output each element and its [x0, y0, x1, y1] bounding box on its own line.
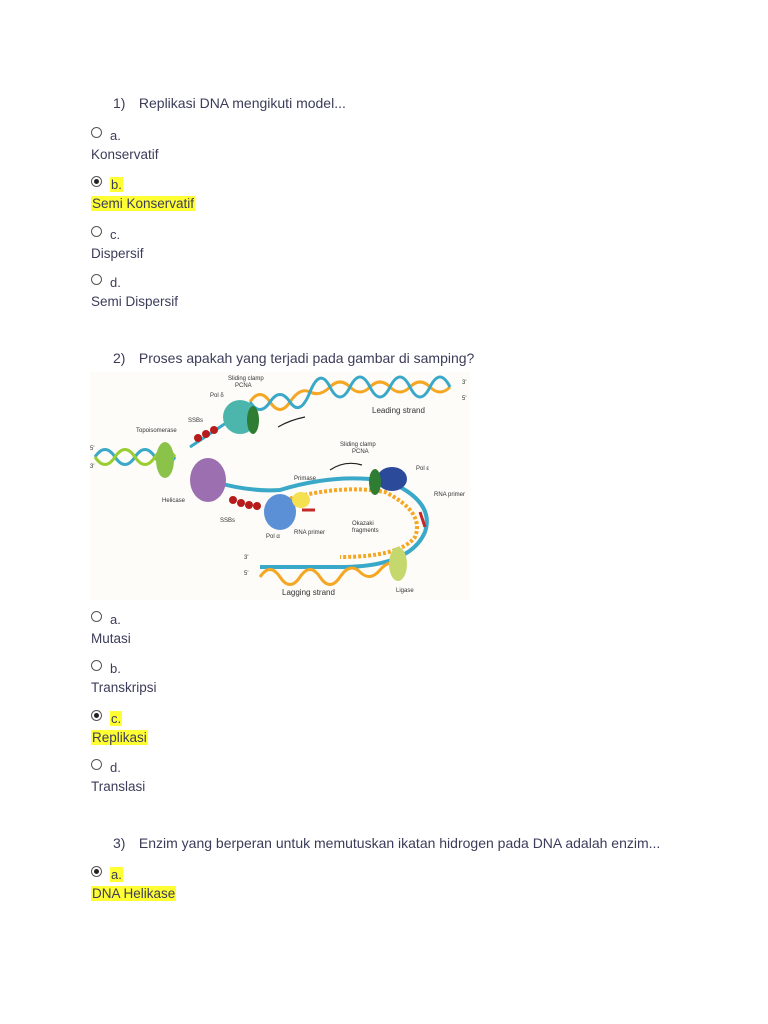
option-2a[interactable] — [91, 610, 121, 628]
option-2d-text: Translasi — [91, 779, 146, 794]
option-1c-text: Dispersif — [91, 246, 144, 261]
label-ssbs-bottom: SSBs — [220, 518, 236, 524]
option-2b[interactable] — [91, 659, 121, 677]
label-sliding-clamp-mid: Sliding clamp — [340, 442, 376, 448]
option-letter: c. — [111, 710, 122, 726]
radio-button[interactable] — [91, 274, 102, 285]
radio-button[interactable] — [91, 127, 102, 138]
option-letter: a. — [111, 866, 122, 882]
label-lagging-strand: Lagging strand — [282, 588, 335, 597]
label-5prime-bottom: 5' — [244, 571, 249, 577]
question-number: 1) — [113, 95, 126, 111]
option-letter: b. — [111, 176, 122, 192]
question-number: 3) — [113, 835, 126, 851]
radio-button-selected[interactable] — [91, 866, 102, 877]
label-pol-alpha: Pol α — [266, 534, 280, 540]
option-1d[interactable] — [91, 273, 121, 291]
dna-replication-diagram — [90, 372, 470, 600]
label-5prime-right-top: 5' — [462, 396, 467, 402]
question-text: Proses apakah yang terjadi pada gambar di samping? — [138, 350, 475, 366]
option-letter: c. — [110, 226, 121, 242]
label-sliding-clamp-top: Sliding clamp — [228, 376, 264, 382]
ligase-shape — [389, 547, 407, 581]
label-leading-strand: Leading strand — [372, 406, 425, 415]
label-5prime-left: 5' — [90, 446, 95, 452]
option-2b-text: Transkripsi — [91, 680, 157, 695]
question-3 — [113, 835, 660, 851]
label-3prime-right-top: 3' — [462, 380, 467, 386]
label-ssbs-top: SSBs — [188, 418, 204, 424]
option-1a-text: Konservatif — [91, 147, 159, 162]
option-1b[interactable] — [91, 175, 123, 193]
label-rna-primer-mid: RNA primer — [294, 530, 326, 536]
question-text: Enzim yang berperan untuk memutuskan ikatan hidrogen pada DNA adalah enzim... — [138, 835, 661, 851]
label-pcna-top: PCNA — [235, 383, 252, 389]
option-1d-text: Semi Dispersif — [91, 294, 179, 309]
option-2a-text: Mutasi — [91, 631, 131, 646]
option-3a-text: DNA Helikase — [92, 886, 176, 901]
label-helicase: Helicase — [162, 498, 186, 504]
question-number: 2) — [113, 350, 126, 366]
label-pol-delta: Pol δ — [210, 393, 224, 399]
label-okazaki: Okazaki — [352, 521, 374, 527]
question-1 — [113, 95, 346, 111]
label-pcna-mid: PCNA — [352, 449, 369, 455]
label-topoisomerase: Topoisomerase — [136, 428, 177, 434]
label-rna-primer-right: RNA primer — [434, 492, 466, 498]
radio-button[interactable] — [91, 611, 102, 622]
primase-shape — [292, 492, 310, 508]
leading-direction-arrow — [278, 417, 305, 427]
radio-button-selected[interactable] — [91, 710, 102, 721]
pcna-mid-shape — [369, 469, 381, 495]
dna-replication-svg — [90, 372, 470, 600]
radio-button[interactable] — [91, 226, 102, 237]
question-text: Replikasi DNA mengikuti model... — [138, 95, 346, 111]
pcna-top-shape — [247, 406, 259, 434]
option-letter: a. — [110, 127, 121, 143]
pol-epsilon-shape — [377, 467, 407, 491]
label-3prime-left: 3' — [90, 464, 95, 470]
option-2c[interactable] — [91, 709, 122, 727]
option-letter: d. — [110, 274, 121, 290]
radio-button[interactable] — [91, 759, 102, 770]
label-ligase: Ligase — [396, 588, 414, 594]
label-primase: Primase — [294, 476, 317, 482]
option-1c[interactable] — [91, 225, 120, 243]
helicase-shape — [190, 458, 226, 502]
option-3a[interactable] — [91, 865, 123, 883]
option-2c-text: Replikasi — [92, 730, 147, 745]
label-pol-epsilon: Pol ε — [416, 466, 430, 472]
option-letter: b. — [110, 660, 121, 676]
option-letter: a. — [110, 611, 121, 627]
pol-alpha-shape — [264, 494, 296, 530]
option-2d[interactable] — [91, 758, 121, 776]
radio-button[interactable] — [91, 660, 102, 671]
option-letter: d. — [110, 759, 121, 775]
label-3prime-bottom: 3' — [244, 555, 249, 561]
topoisomerase-shape — [156, 442, 174, 478]
label-fragments: fragments — [352, 528, 379, 534]
lagging-direction-arrow — [330, 463, 362, 470]
radio-button-selected[interactable] — [91, 176, 102, 187]
question-2 — [113, 350, 474, 366]
option-1a[interactable] — [91, 126, 121, 144]
option-1b-text: Semi Konservatif — [92, 196, 195, 211]
